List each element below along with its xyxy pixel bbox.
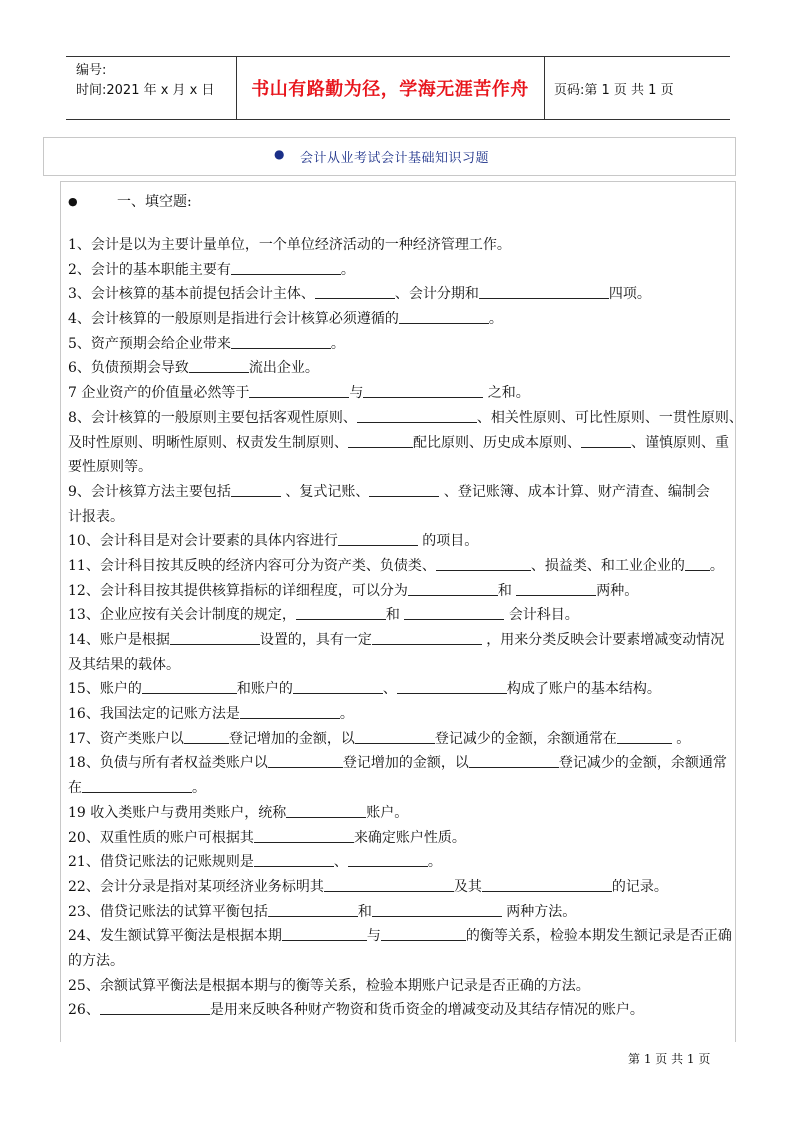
time-label: 时间:2021 年 x 月 x 日: [76, 83, 215, 98]
question-line: [68, 529, 734, 554]
question-text: 16、我国法定的记账方法是: [68, 706, 240, 723]
question-text: 的项目。: [417, 533, 479, 550]
answer-blank: [399, 309, 489, 324]
question-text: 2、会计的基本职能主要有: [68, 261, 231, 278]
question-line: [68, 727, 734, 752]
question-text: 四项。: [608, 286, 651, 303]
question-text: 5、资产预期会给企业带来: [68, 335, 231, 352]
question-line: [68, 356, 734, 381]
question-text: 。: [330, 335, 345, 352]
question-text: 15、账户的: [68, 681, 142, 698]
question-text: 要性原则等。: [68, 459, 152, 476]
question-text: 登记减少的金额，余额通常: [558, 755, 727, 772]
question-line: [68, 949, 734, 974]
answer-blank: [254, 852, 334, 867]
question-text: 。: [340, 261, 355, 278]
question-text: 25、余额试算平衡法是根据本期与的衡等关系，检验本期账户记录是否正确的方法。: [68, 977, 590, 994]
question-line: [68, 998, 734, 1023]
question-text: 是用来反映各种财产物资和货币资金的增减变动及其结存情况的账户。: [209, 1002, 644, 1019]
question-text: 账户。: [366, 804, 409, 821]
question-line: [68, 307, 734, 332]
bullet-icon: ●: [68, 195, 78, 208]
question-text: 1、会计是以为主要计量单位，一个单位经济活动的一种经济管理工作。: [68, 237, 511, 253]
question-line: [68, 776, 734, 801]
header-meta: [76, 61, 215, 101]
answer-blank: [338, 531, 418, 546]
question-text: 登记增加的金额，以: [342, 755, 469, 772]
question-text: 和: [357, 903, 372, 920]
answer-blank: [685, 556, 710, 571]
question-text: 和: [497, 582, 517, 599]
answer-blank: [282, 926, 367, 941]
question-text: 18、负债与所有者权益类账户以: [68, 755, 268, 772]
question-text: 登记增加的金额，以: [228, 730, 355, 747]
question-line: [68, 826, 734, 851]
answer-blank: [381, 926, 466, 941]
bullet-icon: ●: [274, 147, 285, 161]
question-text: 与: [366, 928, 381, 945]
question-text: 来确定账户性质。: [353, 829, 466, 846]
question-text: 9、会计核算方法主要包括: [68, 483, 231, 500]
question-text: 的记录。: [611, 878, 668, 895]
question-text: 、登记账簿、成本计算、财产清查、编制会: [439, 483, 710, 500]
question-text: ，用来分类反映会计要素增减变动情况: [481, 632, 725, 648]
answer-blank: [142, 679, 237, 694]
answer-blank: [355, 729, 435, 744]
question-text: 22、会计分录是指对某项经济业务标明其: [68, 878, 324, 895]
answer-blank: [617, 729, 672, 744]
question-text: 24、发生额试算平衡法是根据本期: [68, 928, 282, 945]
answer-blank: [184, 729, 229, 744]
question-text: 。: [339, 706, 354, 723]
answer-blank: [581, 433, 631, 448]
answer-blank: [231, 482, 281, 497]
question-text: 。: [192, 780, 206, 797]
answer-blank: [404, 605, 504, 620]
answer-blank: [397, 679, 507, 694]
answer-blank: [268, 753, 343, 768]
question-text: 。: [671, 730, 691, 747]
question-text: 。: [488, 311, 503, 328]
answer-blank: [268, 902, 358, 917]
question-text: 11、会计科目按其反映的经济内容可分为资产类、负债类、: [68, 557, 436, 574]
question-text: 与: [349, 385, 364, 402]
document-title: 会计从业考试会计基础知识习题: [300, 151, 490, 166]
question-text: 3、会计核算的基本前提包括会计主体、: [68, 286, 315, 303]
question-line: [68, 702, 734, 727]
document-header: [66, 56, 730, 120]
answer-blank: [231, 334, 331, 349]
question-text: 和账户的: [236, 681, 293, 698]
answer-blank: [469, 753, 559, 768]
question-line: [68, 332, 734, 357]
answer-blank: [240, 704, 340, 719]
title-box: [43, 137, 736, 176]
answer-blank: [293, 679, 383, 694]
question-text: 7 企业资产的价值量必然等于: [68, 385, 250, 402]
question-text: 13、企业应按有关会计制度的规定，: [68, 607, 296, 624]
question-list: [68, 233, 743, 1023]
answer-blank: [315, 284, 395, 299]
question-line: [68, 900, 734, 925]
question-line: [68, 603, 734, 628]
question-text: 及其: [453, 878, 482, 895]
question-line: [68, 974, 734, 999]
question-line: [68, 801, 734, 826]
answer-blank: [254, 828, 354, 843]
answer-blank: [231, 260, 341, 275]
header-motto: 书山有路勤为径，学海无涯苦作舟: [251, 79, 529, 100]
answer-blank: [369, 482, 439, 497]
question-text: 8、会计核算的一般原则主要包括客观性原则、: [68, 409, 357, 426]
question-text: 及其结果的载体。: [68, 656, 180, 673]
question-text: 19 收入类账户与费用类账户，统称: [68, 804, 287, 821]
question-text: 的衡等关系，检验本期发生额记录是否正确: [465, 928, 732, 945]
question-text: 构成了账户的基本结构。: [506, 681, 661, 698]
question-text: 26、: [68, 1002, 100, 1019]
answer-blank: [189, 358, 249, 373]
header-page-info: 页码:第 1 页 共 1 页: [554, 83, 674, 98]
question-line: [68, 258, 734, 283]
question-text: 、谨慎原则、重: [631, 434, 729, 451]
answer-blank: [249, 383, 349, 398]
section-heading-text: 一、填空题:: [117, 194, 192, 210]
question-text: 两种方法。: [501, 903, 577, 920]
question-text: 配比原则、历史成本原则、: [413, 434, 581, 451]
question-text: 登记减少的金额，余额通常在: [434, 730, 617, 747]
answer-blank: [408, 581, 498, 596]
question-text: 12、会计科目按其提供核算指标的详细程度，可以分为: [68, 582, 408, 599]
question-text: 14、账户是根据: [68, 632, 170, 648]
question-text: 、相关性原则、可比性原则、一贯性原则、: [476, 409, 743, 426]
question-line: [68, 875, 734, 900]
answer-blank: [82, 778, 192, 793]
question-line: [68, 406, 743, 431]
answer-blank: [170, 630, 260, 645]
question-text: 4、会计核算的一般原则是指进行会计核算必须遵循的: [68, 311, 399, 328]
answer-blank: [296, 605, 386, 620]
question-line: [68, 233, 734, 258]
question-text: 、: [382, 681, 397, 698]
answer-blank: [482, 877, 612, 892]
question-text: 21、借贷记账法的记账规则是: [68, 854, 254, 871]
question-text: 、会计分期和: [394, 286, 479, 303]
question-line: [68, 381, 734, 406]
question-text: 。: [709, 557, 724, 574]
page-footer: 第 1 页 共 1 页: [628, 1052, 711, 1066]
answer-blank: [372, 902, 502, 917]
answer-blank: [363, 383, 483, 398]
question-line: [68, 282, 734, 307]
question-line: [68, 628, 734, 653]
question-line: [68, 924, 734, 949]
answer-blank: [479, 284, 609, 299]
question-text: 、损益类、和工业企业的: [530, 557, 685, 574]
answer-blank: [372, 630, 482, 645]
question-line: [68, 751, 734, 776]
question-text: 17、资产类账户以: [68, 730, 184, 747]
question-text: 。: [427, 854, 442, 871]
question-text: 20、双重性质的账户可根据其: [68, 829, 254, 846]
answer-blank: [348, 433, 413, 448]
question-text: 之和。: [483, 385, 530, 402]
answer-blank: [100, 1000, 210, 1015]
question-line: [68, 505, 734, 530]
question-line: [68, 554, 734, 579]
question-text: 流出企业。: [248, 360, 319, 377]
question-line: [68, 677, 734, 702]
question-line: [68, 455, 734, 480]
question-text: 10、会计科目是对会计要素的具体内容进行: [68, 533, 338, 550]
answer-blank: [348, 852, 428, 867]
question-text: 和: [385, 607, 405, 624]
answer-blank: [286, 803, 366, 818]
answer-blank: [357, 408, 477, 423]
question-text: 设置的，具有一定: [259, 632, 372, 648]
question-text: 23、借贷记账法的试算平衡包括: [68, 903, 268, 920]
answer-blank: [516, 581, 596, 596]
question-text: 两种。: [596, 582, 639, 599]
question-text: 、复式记账、: [280, 483, 370, 500]
serial-label: 编号:: [76, 63, 107, 78]
question-line: [68, 579, 734, 604]
question-line: [68, 653, 734, 678]
question-line: [68, 480, 734, 505]
question-text: 及时性原则、明晰性原则、权责发生制原则、: [68, 434, 348, 451]
answer-blank: [324, 877, 454, 892]
question-text: 在: [68, 780, 82, 797]
answer-blank: [436, 556, 531, 571]
question-text: 、: [333, 854, 348, 871]
question-text: 计报表。: [68, 508, 124, 525]
question-text: 会计科目。: [504, 607, 579, 624]
header-divider: [544, 57, 545, 119]
question-text: 6、负债预期会导致: [68, 360, 189, 377]
question-line: [68, 431, 734, 456]
question-text: 的方法。: [68, 952, 124, 969]
question-line: [68, 850, 734, 875]
